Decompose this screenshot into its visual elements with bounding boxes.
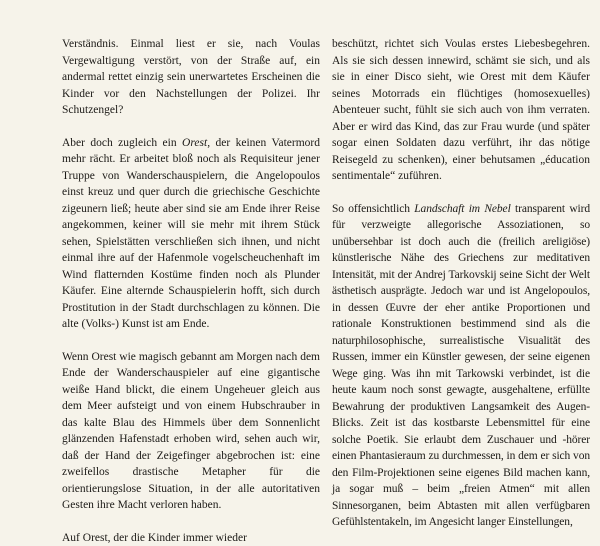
paragraph-text: So offensichtlich xyxy=(332,203,414,215)
paragraph-auf-orest: Auf Orest, der die Kinder immer wieder xyxy=(62,530,320,546)
paragraph-text: transparent wird für verzweigte allegorische Assoziationen, so unübersehbar ist doch auch die (freilich areligiöse) künstlerische Nähe des Griechens zur meditativen Intensität, mit der Andrej Tarkovskij seine Sicht der Welt ästhetisch ausprägte. Jedoch war und ist Angelopoulos, in dessen Œuvre der eher antike Proportionen und rationale Konstruktionen bestimmend sind als die naturphilosophische, surrealistische Visualität des Russen, immer ein Künstler gewesen, der seine eigenen Wege ging. Was ihn mit Tarkowski verbindet, ist die heute kaum noch sonst gewagte, ausgehaltene, erfüllte Bewahrung der produktiven Langsamkeit des Augen-Blicks. Zeit ist das kostbarste Lebensmittel für eine solche Poetik. Sie erlaubt dem Zuschauer und -hörer einen Phantasieraum zu durchmessen, in dem er sich von den Film-Projektionen seine eigenes Bild machen kann, ja sogar muß – beim „freien Atmen“ mit allen Sinnesorganen, beim Abtasten mit allen verfügbaren Gefühlstentakeln, im Angesicht langer Einstellungen, xyxy=(332,203,590,529)
emphasized-name-orest: Orest xyxy=(182,137,207,149)
paragraph-schutzengel: Verständnis. Einmal liest er sie, nach Voulas Vergewaltigung verstört, von der Straße auf, ein andermal rettet einzig sein unerwartetes Erscheinen die Kinder vor den Nachstellungen der Polizei. Ihr Schutzengel? xyxy=(62,36,320,119)
paragraph-landschaft-im-nebel xyxy=(332,201,590,531)
left-text-column xyxy=(62,36,320,546)
right-text-column xyxy=(332,36,590,531)
paragraph-weisse-hand: Wenn Orest wie magisch gebannt am Morgen nach dem Ende der Wanderschauspieler auf eine gigantische weiße Hand blickt, die einem Ungeheuer gleich aus dem Meer aufsteigt und von einem Hubschrauber in das kalte Blau des Himmels über dem Sonnenlicht glänzenden Hafenstadt erhoben wird, sehen auch wir, daß der Hand der Zeigefinger abgebrochen ist: eine zweifellos drastische Metapher für die orientierungslose Situation, in der alle autoritativen Gesten ihre Macht verloren haben. xyxy=(62,349,320,514)
paragraph-text: Aber doch zugleich ein xyxy=(62,137,182,149)
film-title-landschaft-im-nebel: Landschaft im Nebel xyxy=(414,203,510,215)
paragraph-text: , der keinen Vatermord mehr rächt. Er arbeitet bloß noch als Requisiteur jener Truppe von Wanderschauspielern, die Angelopoulos einst kreuz und quer durch die griechische Geschichte zigeunern ließ; heute aber sind sie am Ende ihrer Reise angekommen, keiner will sie mehr mit ihrem Stück sehen, Spielstätten verschließen sich ihnen, und nicht einmal ihre auf der Hafenmole vogelscheuchenhaft im Wind flatternden Kostüme finden noch als Plunder Käufer. Eine alternde Schauspielerin hofft, sich durch Prostitution in der Stadt durchschlagen zu können. Die alte (Volks-) Kunst ist am Ende. xyxy=(62,137,320,331)
paragraph-orest-requisiteur xyxy=(62,135,320,333)
paragraph-liebesbegehren: beschützt, richtet sich Voulas erstes Liebesbegehren. Als sie sich dessen innewird, schämt sie sich, und als sie in einer Disco sieht, wie Orest mit dem Käufer seines Motorrads ein flüchtiges (homosexuelles) Abenteuer sucht, fühlt sie sich auch von ihm verraten. Aber er wird das Kind, das zur Frau wurde (und später sogar einen Soldaten dazu verführt, ihr das nötige Reisegeld zu schenken), einer behutsamen „éducation sentimentale“ zuführen. xyxy=(332,36,590,185)
